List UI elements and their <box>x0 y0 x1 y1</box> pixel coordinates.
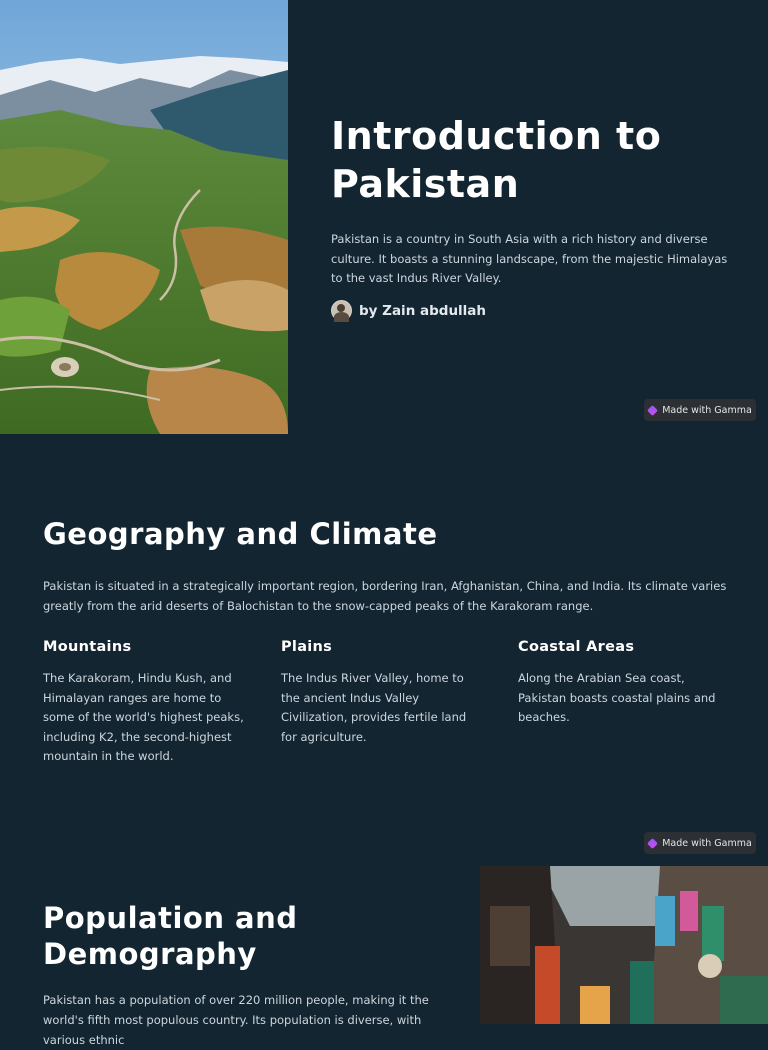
column-text: The Karakoram, Hindu Kush, and Himalayan ranges are home to some of the world's highest peaks, including K2, the second-highest mountain in the world. <box>43 671 244 764</box>
slide-geography <box>0 434 768 866</box>
slide-population <box>0 866 768 1047</box>
column-text: Along the Arabian Sea coast, Pakistan boasts coastal plains and beaches. <box>518 671 716 725</box>
section-paragraph: Pakistan has a population of over 220 million people, making it the world's fifth most populous country. Its population is diverse, with various ethnic <box>43 993 429 1047</box>
made-with-gamma-badge[interactable] <box>644 399 756 421</box>
gamma-logo-icon <box>647 838 658 849</box>
hero-landscape-image <box>0 0 288 434</box>
section-title: Population and Demography <box>43 901 298 971</box>
column-heading: Plains <box>281 639 333 655</box>
section-title: Geography and Climate <box>43 517 438 551</box>
section-paragraph: Pakistan is situated in a strategically important region, bordering Iran, Afghanistan, China, and India. Its climate varies greatly from the arid deserts of Balochistan to the snow-capped peaks of the Karakoram range. <box>43 579 727 613</box>
column-coastal-areas <box>518 639 728 728</box>
market-street-image <box>480 866 768 1024</box>
page-title: Introduction to Pakistan <box>331 114 662 206</box>
slide-introduction <box>0 0 768 434</box>
author-name: by Zain abdullah <box>359 302 487 319</box>
column-heading: Mountains <box>43 639 132 655</box>
column-heading: Coastal Areas <box>518 639 635 655</box>
column-mountains <box>43 639 253 767</box>
intro-paragraph: Pakistan is a country in South Asia with a rich history and diverse culture. It boasts a stunning landscape, from the majestic Himalayas to the vast Indus River Valley. <box>331 232 728 285</box>
column-plains <box>281 639 481 747</box>
column-text: The Indus River Valley, home to the ancient Indus Valley Civilization, provides fertile land for agriculture. <box>281 671 467 744</box>
badge-label: Made with Gamma <box>662 837 752 849</box>
made-with-gamma-badge[interactable] <box>644 832 756 854</box>
author-byline <box>331 300 486 321</box>
avatar <box>331 300 352 321</box>
gamma-logo-icon <box>647 405 658 416</box>
badge-label: Made with Gamma <box>662 404 752 416</box>
